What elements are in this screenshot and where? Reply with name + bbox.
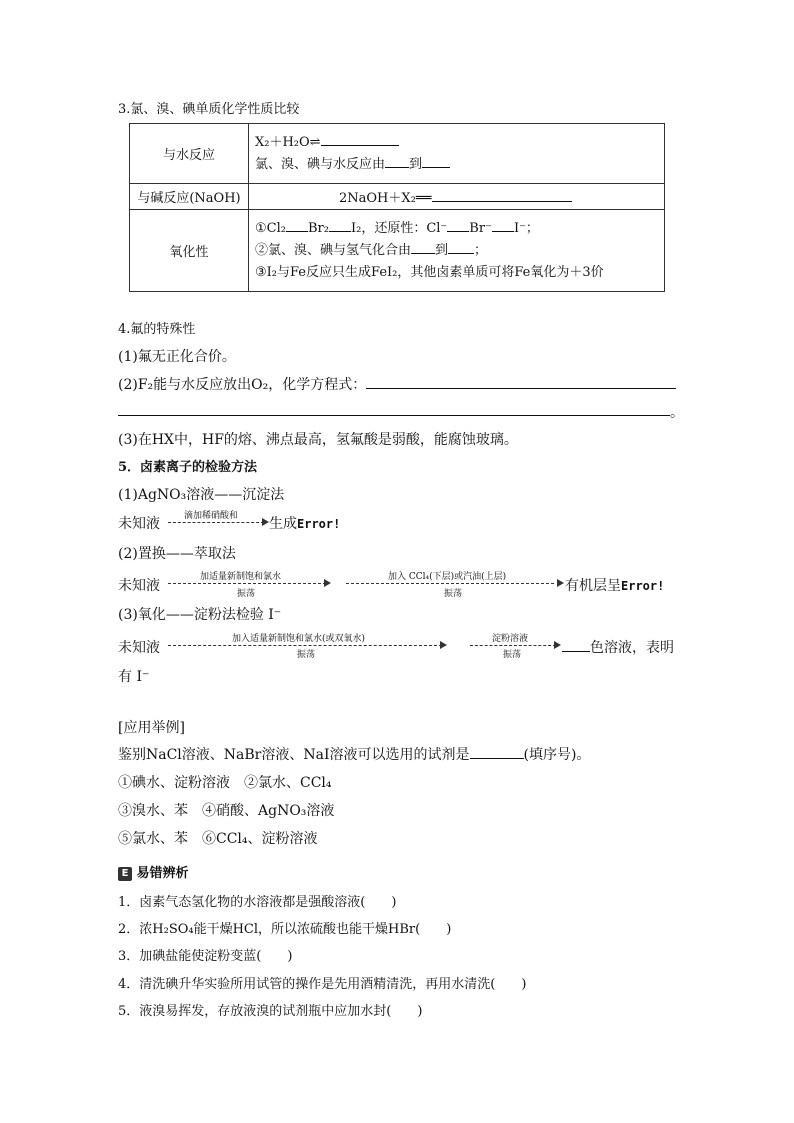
oxid-text: I⁻； bbox=[513, 220, 539, 236]
blank bbox=[432, 189, 572, 202]
blank bbox=[411, 241, 435, 254]
m2-arrow-2-bottom: 振荡 bbox=[444, 589, 463, 599]
blank bbox=[422, 155, 450, 168]
m3-arrow-2-top: 淀粉溶液 bbox=[492, 634, 529, 644]
m2-arrow-2 bbox=[346, 583, 554, 584]
row-cell-base bbox=[249, 184, 665, 210]
blank bbox=[492, 219, 514, 232]
water-equation: X₂＋H₂O⇌ bbox=[255, 134, 321, 150]
m3-end-2: 有 I⁻ bbox=[118, 669, 150, 685]
halogen-comparison-table bbox=[129, 123, 665, 292]
m1-arrow bbox=[168, 522, 264, 523]
method1-title: (1)AgNO₃溶液——沉淀法 bbox=[118, 487, 285, 503]
error-item-1: 1．卤素气态氢化物的水溶液都是强酸溶液( ) bbox=[118, 895, 397, 910]
oxid-text: I₂，还原性：Cl⁻ bbox=[350, 220, 448, 236]
m2-start: 未知液 bbox=[118, 578, 160, 594]
m2-error: Error! bbox=[621, 579, 665, 593]
error-item-4: 4．清洗碘升华实验所用试管的操作是先用酒精清洗，再用水清洗( ) bbox=[118, 977, 527, 992]
option-row-3: ⑤氯水、苯 ⑥CCl₄、淀粉溶液 bbox=[118, 831, 318, 847]
oxid-text: Br₂ bbox=[307, 220, 329, 236]
oxid-text: Br⁻ bbox=[469, 220, 492, 236]
table-row bbox=[130, 210, 665, 292]
errors-heading: 易错辨析 bbox=[136, 866, 189, 881]
m3-end-text: 色溶液，表明 bbox=[590, 640, 674, 656]
row-head-oxidation: 氧化性 bbox=[130, 210, 249, 292]
oxid-text: ③I₂与Fe反应只生成FeI₂，其他卤素单质可将Fe氧化为＋3价 bbox=[255, 264, 604, 280]
method3-title: (3)氧化——淀粉法检验 I⁻ bbox=[118, 607, 282, 623]
m3-arrow-2 bbox=[470, 645, 556, 646]
oxid-text: 到 bbox=[435, 242, 449, 258]
section5-heading: 5．卤素离子的检验方法 bbox=[118, 460, 258, 475]
m2-end bbox=[565, 575, 664, 595]
table-row bbox=[130, 184, 665, 210]
arrowhead-icon bbox=[557, 579, 564, 587]
blank bbox=[562, 639, 590, 652]
m2-arrow-1-bottom: 振荡 bbox=[237, 589, 256, 599]
m1-error: Error! bbox=[297, 517, 341, 531]
answer-blank bbox=[470, 746, 524, 759]
table-row bbox=[130, 124, 665, 184]
section4-heading: 4.氟的特殊性 bbox=[118, 322, 196, 337]
arrowhead-icon bbox=[324, 579, 331, 587]
oxid-text: ①Cl₂ bbox=[255, 220, 286, 236]
water-trend-to: 到 bbox=[409, 156, 423, 172]
m3-arrow-1-bottom: 振荡 bbox=[297, 650, 316, 660]
row-head-water: 与水反应 bbox=[130, 124, 249, 184]
period: 。 bbox=[670, 405, 684, 421]
fluorine-item-2-text: (2)F₂能与水反应放出O₂，化学方程式： bbox=[118, 377, 367, 393]
oxid-text: ②氯、溴、碘与氢气化合由 bbox=[255, 242, 412, 258]
arrowhead-icon bbox=[262, 518, 269, 526]
errors-heading-row bbox=[118, 862, 189, 881]
m3-end bbox=[562, 637, 674, 657]
blank bbox=[329, 219, 351, 232]
m2-end-text: 有机层呈 bbox=[565, 578, 621, 594]
section3-heading: 3.氯、溴、碘单质化学性质比较 bbox=[118, 102, 300, 117]
water-trend-text: 氯、溴、碘与水反应由 bbox=[255, 156, 386, 172]
question-text: 鉴别NaCl溶液、NaBr溶液、NaI溶液可以选用的试剂是 bbox=[118, 747, 470, 763]
m1-start: 未知液 bbox=[118, 516, 160, 532]
base-equation: 2NaOH＋X₂══ bbox=[339, 191, 432, 206]
m3-arrow-1-top: 加入适量新制饱和氯水(或双氧水) bbox=[232, 634, 366, 644]
m3-start: 未知液 bbox=[118, 640, 160, 656]
row-cell-water bbox=[249, 124, 665, 184]
question-suffix: (填序号)。 bbox=[523, 747, 591, 763]
m2-arrow-2-top: 加入 CCl₄(下层)或汽油(上层) bbox=[388, 572, 507, 582]
arrowhead-icon bbox=[554, 641, 561, 649]
blank bbox=[286, 219, 308, 232]
blank bbox=[385, 155, 409, 168]
option-row-2: ③溴水、苯 ④硝酸、AgNO₃溶液 bbox=[118, 803, 335, 819]
row-cell-oxidation bbox=[249, 210, 665, 292]
application-question bbox=[118, 744, 590, 764]
error-item-5: 5．液溴易挥发，存放液溴的试剂瓶中应加水封( ) bbox=[118, 1004, 423, 1019]
m3-arrow-2-bottom: 振荡 bbox=[503, 650, 522, 660]
fluorine-item-2 bbox=[118, 374, 676, 394]
error-item-2: 2．浓H₂SO₄能干燥HCl，所以浓硫酸也能干燥HBr( ) bbox=[118, 922, 452, 937]
error-item-3: 3．加碘盐能使淀粉变蓝( ) bbox=[118, 949, 293, 964]
blank bbox=[321, 133, 399, 146]
fluorine-item-1: (1)氟无正化合价。 bbox=[118, 349, 236, 365]
row-head-base: 与碱反应(NaOH) bbox=[130, 184, 249, 210]
m1-arrow-label: 滴加稀硝酸和 bbox=[184, 511, 239, 521]
m1-end-text: 生成 bbox=[269, 516, 297, 532]
blank bbox=[366, 376, 676, 389]
m1-end bbox=[269, 513, 340, 533]
m3-arrow-1 bbox=[168, 645, 442, 646]
blank bbox=[447, 219, 469, 232]
option-row-1: ①碘水、淀粉溶液 ②氯水、CCl₄ bbox=[118, 775, 332, 791]
application-heading: [应用举例] bbox=[118, 720, 185, 736]
error-section-icon: E bbox=[118, 867, 132, 881]
fluorine-item-3: (3)在HX中，HF的熔、沸点最高，氢氟酸是弱酸，能腐蚀玻璃。 bbox=[118, 432, 518, 448]
blank bbox=[448, 241, 474, 254]
m2-arrow-1-top: 加适量新制饱和氯水 bbox=[200, 572, 282, 582]
answer-line bbox=[118, 415, 670, 416]
m2-arrow-1 bbox=[168, 583, 326, 584]
arrowhead-icon bbox=[440, 641, 447, 649]
method2-title: (2)置换——萃取法 bbox=[118, 546, 236, 562]
oxid-text: ； bbox=[474, 242, 488, 258]
